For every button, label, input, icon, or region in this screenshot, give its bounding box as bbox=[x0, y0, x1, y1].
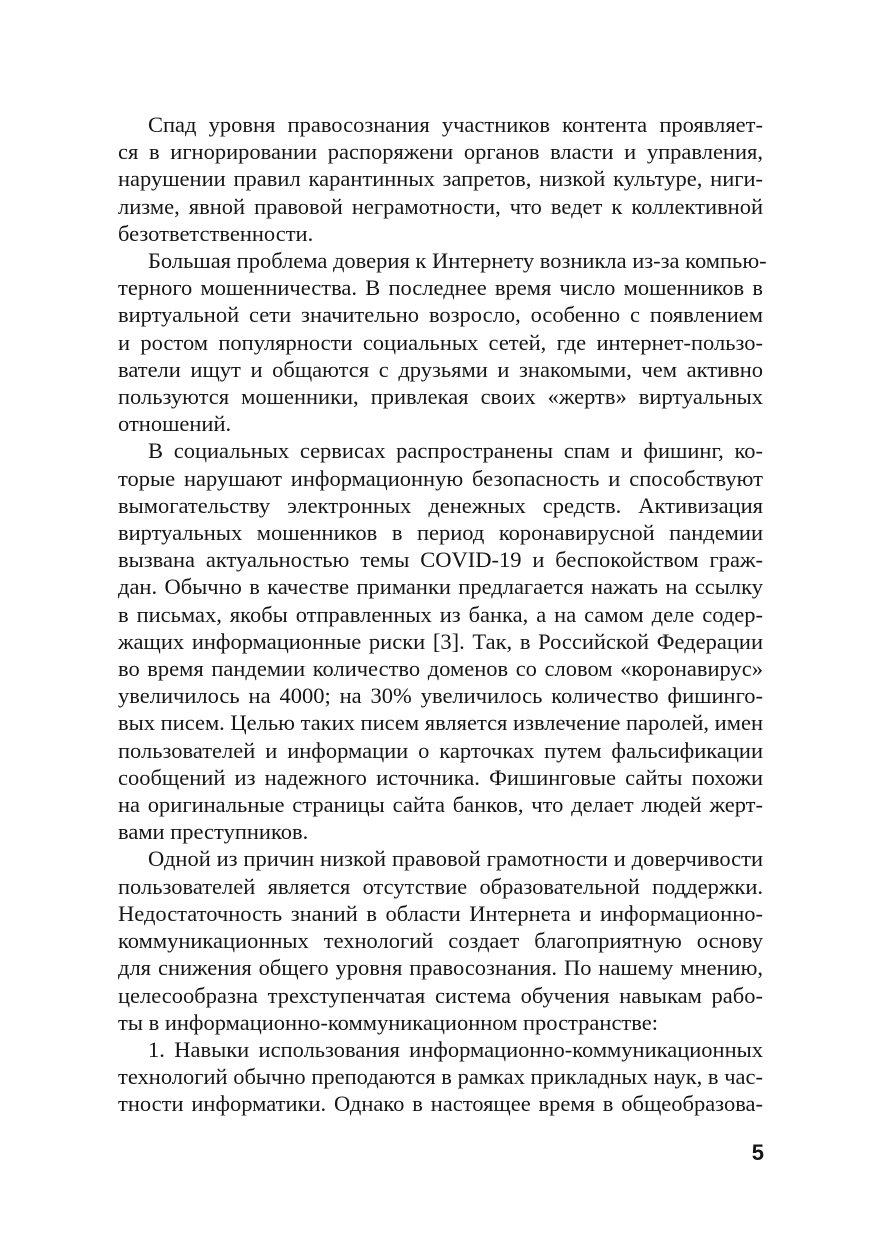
paragraph bbox=[118, 845, 763, 1035]
text-line: Спад уровня правосознания участников контента проявляет- bbox=[148, 112, 763, 137]
text-line: виртуальных мошенников в период коронавирусной пандемии bbox=[118, 520, 763, 546]
text-line: В социальных сервисах распространены спам и фишинг, ко- bbox=[148, 438, 763, 464]
text-line: на оригинальные страницы сайта банков, что делает людей жерт- bbox=[118, 792, 763, 818]
text-line: ты в информационно-коммуникационном пространстве: bbox=[118, 1009, 658, 1035]
text-line: в письмах, якобы отправленных из банка, а на самом деле содер- bbox=[118, 601, 763, 627]
text-line: дан. Обычно в качестве приманки предлагается нажать на ссылку bbox=[118, 574, 763, 600]
page-number: 5 bbox=[751, 1140, 764, 1165]
paragraph bbox=[118, 111, 763, 247]
text-line: технологий обычно преподаются в рамках прикладных наук, в час- bbox=[118, 1064, 763, 1090]
text-line: вами преступников. bbox=[118, 819, 309, 845]
paragraph bbox=[118, 1036, 763, 1118]
text-line: пользуются мошенники, привлекая своих «жертв» виртуальных bbox=[118, 384, 763, 410]
text-line: целесообразна трехступенчатая система обучения навыкам рабо- bbox=[118, 982, 763, 1008]
paragraph bbox=[118, 247, 767, 437]
text-line: вых писем. Целью таких писем является извлечение паролей, имен bbox=[118, 710, 763, 736]
text-line: торые нарушают информационную безопасность и способствуют bbox=[118, 465, 763, 491]
text-line: виртуальной сети значительно возросло, особенно с появлением bbox=[118, 302, 763, 328]
text-line: во время пандемии количество доменов со словом «коронавирус» bbox=[118, 656, 763, 682]
text-line: сообщений из надежного источника. Фишинговые сайты похожи bbox=[118, 764, 763, 790]
text-line: пользователей и информации о карточках путем фальсификации bbox=[118, 737, 763, 763]
text-line: 1. Навыки использования информационно-коммуникационных bbox=[148, 1036, 763, 1062]
text-line: Одной из причин низкой правовой грамотности и доверчивости bbox=[148, 846, 763, 872]
text-line: вызвана актуальностью темы COVID-19 и беспокойством граж- bbox=[118, 547, 763, 573]
text-line: безответственности. bbox=[118, 220, 314, 246]
text-line: тности информатики. Однако в настоящее время в общеобразова- bbox=[118, 1091, 763, 1117]
paragraph bbox=[118, 437, 763, 845]
text-line: ся в игнорировании распоряжени органов власти и управления, bbox=[118, 139, 763, 165]
text-line: нарушении правил карантинных запретов, низкой культуре, ниги- bbox=[118, 166, 763, 192]
text-line: пользователей является отсутствие образовательной поддержки. bbox=[118, 873, 763, 899]
text-line: коммуникационных технологий создает благоприятную основу bbox=[118, 928, 763, 954]
text-line: и ростом популярности социальных сетей, где интернет-пользо- bbox=[118, 329, 763, 355]
text-line: лизме, явной правовой неграмотности, что ведет к коллективной bbox=[118, 193, 763, 219]
text-line: увеличилось на 4000; на 30% увеличилось количество фишинго- bbox=[118, 683, 763, 709]
text-line: Большая проблема доверия к Интернету возникла из-за компью- bbox=[148, 248, 767, 274]
text-line: ватели ищут и общаются с друзьями и знакомыми, чем активно bbox=[118, 356, 763, 382]
text-line: жащих информационные риски [3]. Так, в Российской Федерации bbox=[118, 628, 763, 654]
text-line: для снижения общего уровня правосознания. По нашему мнению, bbox=[118, 955, 763, 981]
body-text bbox=[118, 111, 767, 1118]
text-line: терного мошенничества. В последнее время число мошенников в bbox=[118, 275, 763, 301]
text-line: Недостаточность знаний в области Интернета и информационно- bbox=[118, 900, 763, 926]
text-line: вымогательству электронных денежных средств. Активизация bbox=[118, 492, 763, 518]
text-line: отношений. bbox=[118, 411, 232, 437]
